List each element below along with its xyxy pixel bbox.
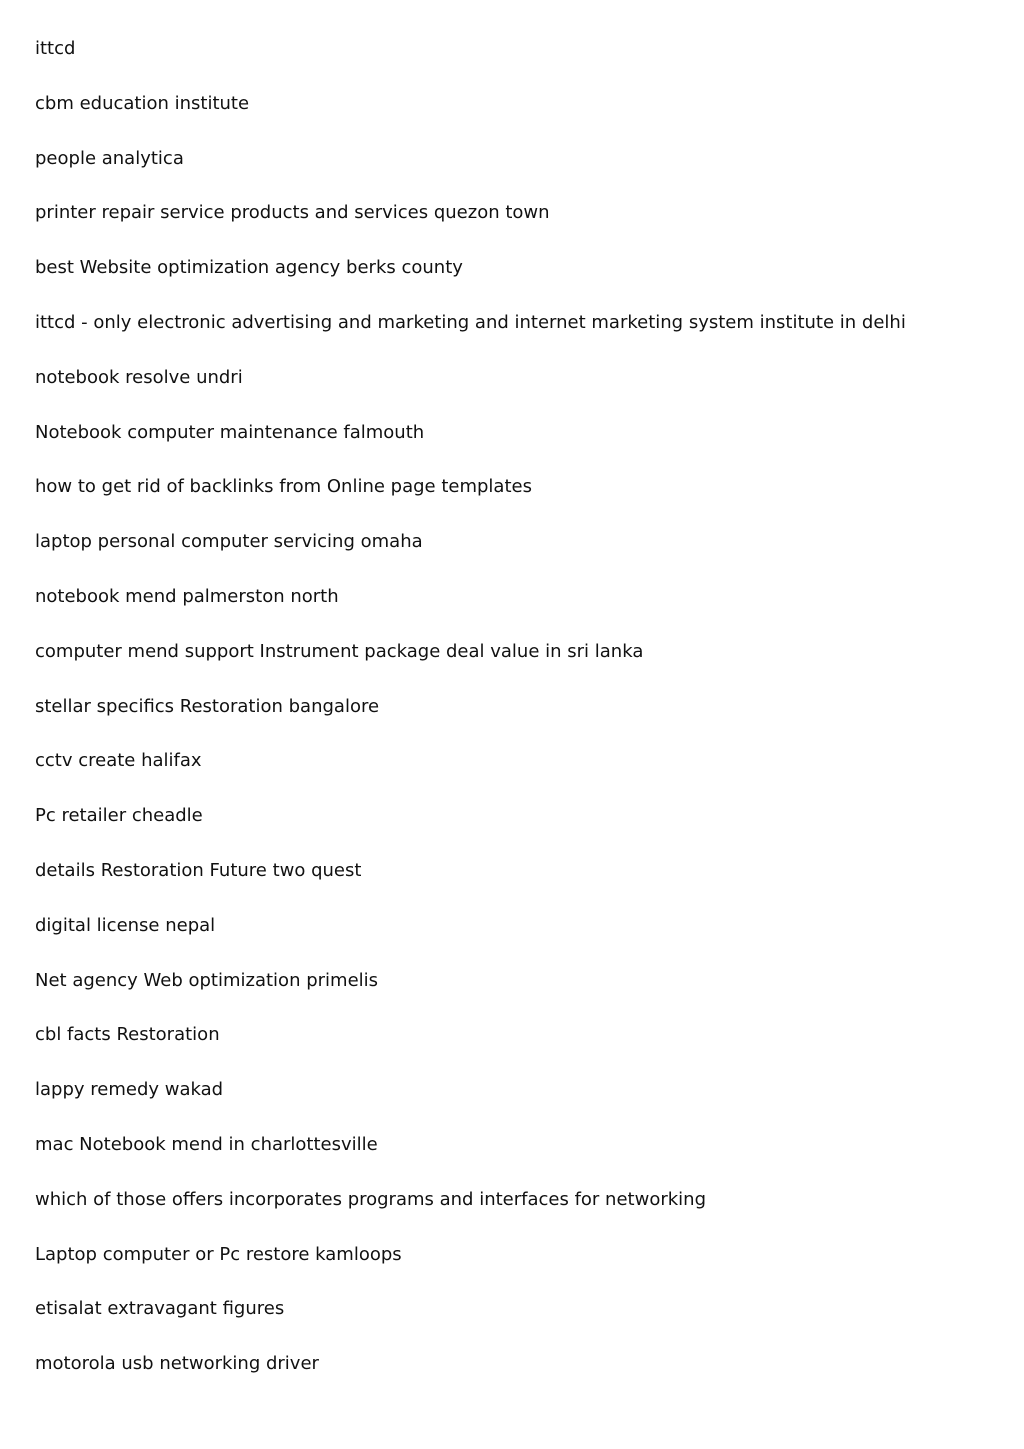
list-item[interactable]: details Restoration Future two quest (35, 859, 362, 881)
list-item[interactable]: how to get rid of backlinks from Online page templates (35, 476, 532, 498)
list-item[interactable]: cbl facts Restoration (35, 1024, 220, 1046)
list-item[interactable]: notebook mend palmerston north (35, 585, 339, 607)
list-item[interactable]: Pc retailer cheadle (35, 805, 203, 827)
list-item[interactable]: notebook resolve undri (35, 366, 243, 388)
list-item[interactable]: Notebook computer maintenance falmouth (35, 421, 425, 443)
list-item[interactable]: which of those offers incorporates programs and interfaces for networking (35, 1188, 706, 1210)
list-item[interactable]: stellar specifics Restoration bangalore (35, 695, 380, 717)
list-item[interactable]: ittcd - only electronic advertising and marketing and internet marketing system institute in delhi (35, 311, 906, 333)
list-item[interactable]: cbm education institute (35, 92, 250, 114)
list-item[interactable]: people analytica (35, 147, 184, 169)
list-item[interactable]: best Website optimization agency berks county (35, 257, 463, 279)
list-item[interactable]: Net agency Web optimization primelis (35, 969, 379, 991)
list-item[interactable]: mac Notebook mend in charlottesville (35, 1133, 378, 1155)
list-item[interactable]: lappy remedy wakad (35, 1079, 224, 1101)
list-item[interactable]: etisalat extravagant figures (35, 1298, 285, 1320)
list-item[interactable]: computer mend support Instrument package deal value in sri lanka (35, 640, 644, 662)
link-list (35, 36, 995, 1406)
list-item[interactable]: ittcd (35, 38, 76, 59)
list-item[interactable]: cctv create halifax (35, 750, 202, 772)
list-item[interactable]: laptop personal computer servicing omaha (35, 531, 423, 553)
list-item[interactable]: digital license nepal (35, 914, 216, 936)
list-item[interactable]: printer repair service products and services quezon town (35, 202, 550, 224)
list-item[interactable]: motorola usb networking driver (35, 1353, 319, 1375)
list-item[interactable]: Laptop computer or Pc restore kamloops (35, 1243, 402, 1265)
